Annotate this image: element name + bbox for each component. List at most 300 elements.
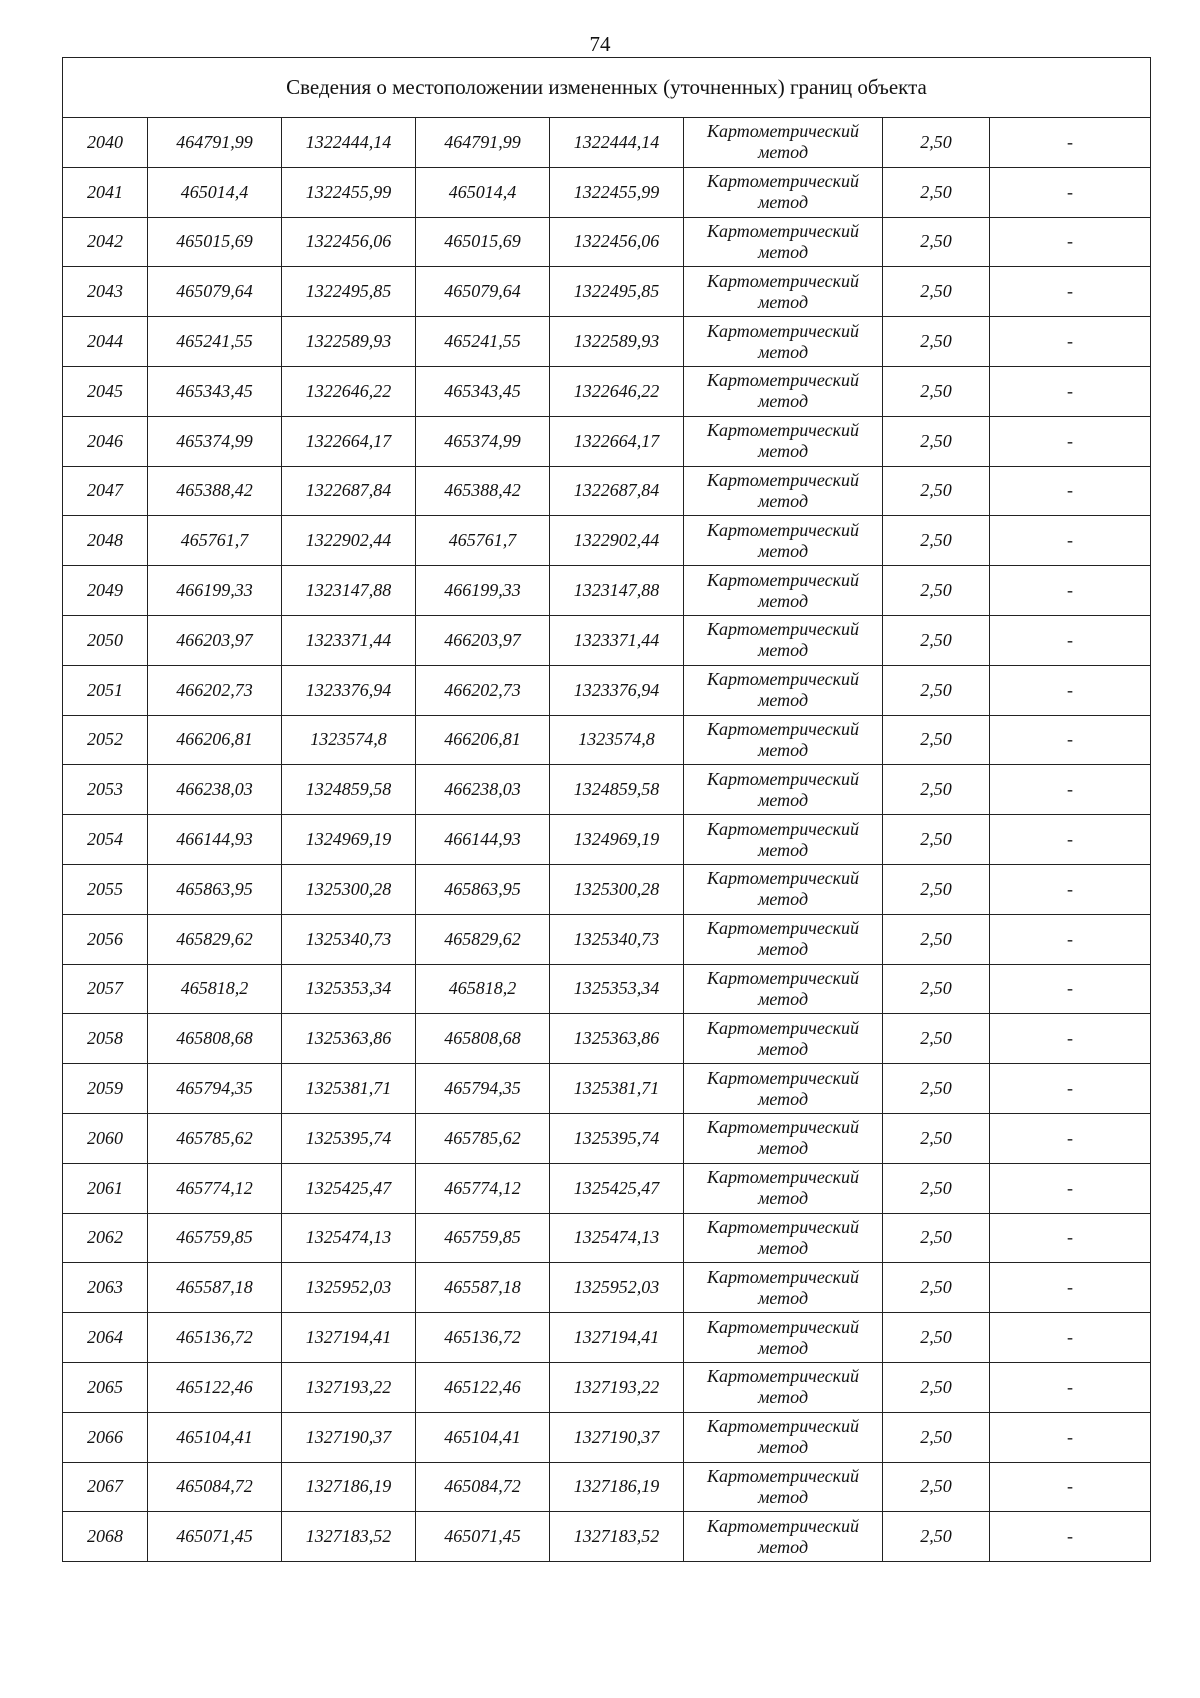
existing-y-cell: 1323574,8 — [282, 715, 416, 765]
refined-x-cell: 465014,4 — [416, 167, 550, 217]
refined-y-cell: 1327183,52 — [550, 1512, 684, 1562]
accuracy-cell: 2,50 — [883, 267, 990, 317]
existing-y-cell: 1322456,06 — [282, 217, 416, 267]
method-cell — [684, 815, 883, 865]
method-text: метод — [757, 1237, 809, 1258]
refined-x-cell: 465015,69 — [416, 217, 550, 267]
point-number-cell: 2045 — [63, 366, 148, 416]
method-text: метод — [757, 590, 809, 611]
note-cell: - — [990, 1163, 1151, 1213]
refined-x-cell: 466144,93 — [416, 815, 550, 865]
refined-x-cell: 465794,35 — [416, 1064, 550, 1114]
method-text: метод — [757, 1188, 809, 1209]
refined-x-cell: 465122,46 — [416, 1362, 550, 1412]
method-text: Картометрический — [706, 1167, 859, 1188]
note-cell: - — [990, 167, 1151, 217]
refined-y-cell: 1323376,94 — [550, 665, 684, 715]
refined-x-cell: 465071,45 — [416, 1512, 550, 1562]
refined-y-cell: 1327194,41 — [550, 1313, 684, 1363]
existing-x-cell: 465122,46 — [148, 1362, 282, 1412]
note-cell: - — [990, 217, 1151, 267]
refined-y-cell: 1322444,14 — [550, 118, 684, 168]
existing-y-cell: 1325353,34 — [282, 964, 416, 1014]
method-text: Картометрический — [706, 1117, 859, 1138]
method-text: Картометрический — [706, 270, 859, 291]
table-row — [63, 267, 1151, 317]
refined-x-cell: 466206,81 — [416, 715, 550, 765]
method-text: Картометрический — [706, 718, 859, 739]
method-text: Картометрический — [706, 1316, 859, 1337]
existing-y-cell: 1322687,84 — [282, 466, 416, 516]
method-text: метод — [757, 1387, 809, 1408]
table-row — [63, 317, 1151, 367]
existing-x-cell: 466238,03 — [148, 765, 282, 815]
method-text: Картометрический — [706, 220, 859, 241]
note-cell: - — [990, 1462, 1151, 1512]
refined-y-cell: 1325381,71 — [550, 1064, 684, 1114]
method-text: Картометрический — [706, 1416, 859, 1437]
method-cell — [684, 615, 883, 665]
note-cell: - — [990, 864, 1151, 914]
method-text: Картометрический — [706, 171, 859, 192]
method-cell — [684, 1412, 883, 1462]
note-cell: - — [990, 267, 1151, 317]
method-text: метод — [757, 241, 809, 262]
existing-y-cell: 1324859,58 — [282, 765, 416, 815]
existing-x-cell: 465808,68 — [148, 1014, 282, 1064]
existing-y-cell: 1322664,17 — [282, 416, 416, 466]
accuracy-cell: 2,50 — [883, 1113, 990, 1163]
method-text: Картометрический — [706, 1465, 859, 1486]
note-cell: - — [990, 1263, 1151, 1313]
existing-y-cell: 1322589,93 — [282, 317, 416, 367]
existing-y-cell: 1322495,85 — [282, 267, 416, 317]
point-number-cell: 2047 — [63, 466, 148, 516]
note-cell: - — [990, 815, 1151, 865]
method-text: Картометрический — [706, 669, 859, 690]
table-row — [63, 615, 1151, 665]
accuracy-cell: 2,50 — [883, 566, 990, 616]
refined-x-cell: 465079,64 — [416, 267, 550, 317]
refined-y-cell: 1322495,85 — [550, 267, 684, 317]
refined-y-cell: 1322455,99 — [550, 167, 684, 217]
note-cell: - — [990, 665, 1151, 715]
refined-y-cell: 1325363,86 — [550, 1014, 684, 1064]
note-cell: - — [990, 615, 1151, 665]
accuracy-cell: 2,50 — [883, 466, 990, 516]
refined-x-cell: 465343,45 — [416, 366, 550, 416]
refined-y-cell: 1325474,13 — [550, 1213, 684, 1263]
accuracy-cell: 2,50 — [883, 815, 990, 865]
refined-x-cell: 465774,12 — [416, 1163, 550, 1213]
existing-y-cell: 1327186,19 — [282, 1462, 416, 1512]
point-number-cell: 2043 — [63, 267, 148, 317]
existing-y-cell: 1325425,47 — [282, 1163, 416, 1213]
existing-y-cell: 1327194,41 — [282, 1313, 416, 1363]
refined-x-cell: 465818,2 — [416, 964, 550, 1014]
existing-y-cell: 1325395,74 — [282, 1113, 416, 1163]
existing-y-cell: 1325340,73 — [282, 914, 416, 964]
existing-x-cell: 465079,64 — [148, 267, 282, 317]
accuracy-cell: 2,50 — [883, 914, 990, 964]
refined-y-cell: 1325395,74 — [550, 1113, 684, 1163]
note-cell: - — [990, 964, 1151, 1014]
table-row — [63, 566, 1151, 616]
note-cell: - — [990, 1064, 1151, 1114]
method-text: метод — [757, 391, 809, 412]
existing-x-cell: 465014,4 — [148, 167, 282, 217]
refined-y-cell: 1323371,44 — [550, 615, 684, 665]
table-row — [63, 1213, 1151, 1263]
method-text: Картометрический — [706, 868, 859, 889]
table-row — [63, 1014, 1151, 1064]
table-row — [63, 167, 1151, 217]
existing-y-cell: 1327193,22 — [282, 1362, 416, 1412]
existing-y-cell: 1325381,71 — [282, 1064, 416, 1114]
existing-y-cell: 1323376,94 — [282, 665, 416, 715]
refined-x-cell: 465863,95 — [416, 864, 550, 914]
method-text: метод — [757, 1437, 809, 1458]
accuracy-cell: 2,50 — [883, 1412, 990, 1462]
point-number-cell: 2067 — [63, 1462, 148, 1512]
method-text: Картометрический — [706, 1266, 859, 1287]
existing-x-cell: 465388,42 — [148, 466, 282, 516]
point-number-cell: 2057 — [63, 964, 148, 1014]
refined-x-cell: 465084,72 — [416, 1462, 550, 1512]
existing-x-cell: 465084,72 — [148, 1462, 282, 1512]
refined-y-cell: 1323574,8 — [550, 715, 684, 765]
note-cell: - — [990, 765, 1151, 815]
refined-x-cell: 465241,55 — [416, 317, 550, 367]
accuracy-cell: 2,50 — [883, 167, 990, 217]
table-row — [63, 1113, 1151, 1163]
refined-y-cell: 1322664,17 — [550, 416, 684, 466]
refined-x-cell: 465808,68 — [416, 1014, 550, 1064]
method-cell — [684, 1512, 883, 1562]
accuracy-cell: 2,50 — [883, 1163, 990, 1213]
method-text: Картометрический — [706, 320, 859, 341]
method-text: метод — [757, 690, 809, 711]
boundary-coordinates-table — [62, 57, 1151, 1562]
method-cell — [684, 516, 883, 566]
point-number-cell: 2046 — [63, 416, 148, 466]
method-cell — [684, 217, 883, 267]
method-text: Картометрический — [706, 519, 859, 540]
method-cell — [684, 864, 883, 914]
method-text: Картометрический — [706, 420, 859, 441]
table-row — [63, 416, 1151, 466]
note-cell: - — [990, 1113, 1151, 1163]
accuracy-cell: 2,50 — [883, 217, 990, 267]
method-cell — [684, 1362, 883, 1412]
method-cell — [684, 317, 883, 367]
existing-x-cell: 465104,41 — [148, 1412, 282, 1462]
note-cell: - — [990, 1412, 1151, 1462]
method-text: Картометрический — [706, 967, 859, 988]
method-text: Картометрический — [706, 818, 859, 839]
method-text: метод — [757, 1337, 809, 1358]
note-cell: - — [990, 317, 1151, 367]
existing-x-cell: 464791,99 — [148, 118, 282, 168]
point-number-cell: 2062 — [63, 1213, 148, 1263]
accuracy-cell: 2,50 — [883, 1462, 990, 1512]
table-row — [63, 1412, 1151, 1462]
refined-y-cell: 1322646,22 — [550, 366, 684, 416]
table-row — [63, 1362, 1151, 1412]
method-cell — [684, 1113, 883, 1163]
point-number-cell: 2053 — [63, 765, 148, 815]
method-text: метод — [757, 839, 809, 860]
accuracy-cell: 2,50 — [883, 1014, 990, 1064]
existing-x-cell: 466199,33 — [148, 566, 282, 616]
method-text: метод — [757, 739, 809, 760]
note-cell: - — [990, 1512, 1151, 1562]
point-number-cell: 2052 — [63, 715, 148, 765]
table-title-row — [63, 58, 1151, 118]
point-number-cell: 2066 — [63, 1412, 148, 1462]
refined-x-cell: 465104,41 — [416, 1412, 550, 1462]
refined-x-cell: 465785,62 — [416, 1113, 550, 1163]
existing-x-cell: 465818,2 — [148, 964, 282, 1014]
existing-y-cell: 1325363,86 — [282, 1014, 416, 1064]
point-number-cell: 2058 — [63, 1014, 148, 1064]
method-text: метод — [757, 441, 809, 462]
method-text: Картометрический — [706, 121, 859, 142]
method-text: метод — [757, 1287, 809, 1308]
existing-x-cell: 465761,7 — [148, 516, 282, 566]
method-text: Картометрический — [706, 1515, 859, 1536]
note-cell: - — [990, 1362, 1151, 1412]
point-number-cell: 2059 — [63, 1064, 148, 1114]
method-text: Картометрический — [706, 1366, 859, 1387]
method-cell — [684, 1064, 883, 1114]
accuracy-cell: 2,50 — [883, 1263, 990, 1313]
accuracy-cell: 2,50 — [883, 1064, 990, 1114]
table-row — [63, 466, 1151, 516]
existing-x-cell: 466144,93 — [148, 815, 282, 865]
method-text: метод — [757, 1536, 809, 1557]
method-text: метод — [757, 291, 809, 312]
refined-x-cell: 465759,85 — [416, 1213, 550, 1263]
refined-y-cell: 1322902,44 — [550, 516, 684, 566]
accuracy-cell: 2,50 — [883, 1213, 990, 1263]
refined-y-cell: 1327193,22 — [550, 1362, 684, 1412]
existing-x-cell: 466203,97 — [148, 615, 282, 665]
method-cell — [684, 267, 883, 317]
refined-x-cell: 465587,18 — [416, 1263, 550, 1313]
method-text: Картометрический — [706, 1216, 859, 1237]
method-cell — [684, 1462, 883, 1512]
point-number-cell: 2040 — [63, 118, 148, 168]
note-cell: - — [990, 416, 1151, 466]
existing-x-cell: 465015,69 — [148, 217, 282, 267]
method-cell — [684, 466, 883, 516]
existing-x-cell: 465136,72 — [148, 1313, 282, 1363]
method-text: метод — [757, 1088, 809, 1109]
note-cell: - — [990, 715, 1151, 765]
method-text: метод — [757, 789, 809, 810]
method-text: метод — [757, 939, 809, 960]
refined-y-cell: 1322456,06 — [550, 217, 684, 267]
method-text: Картометрический — [706, 768, 859, 789]
table-row — [63, 765, 1151, 815]
existing-y-cell: 1322444,14 — [282, 118, 416, 168]
table-row — [63, 815, 1151, 865]
table-row — [63, 864, 1151, 914]
note-cell: - — [990, 1313, 1151, 1363]
accuracy-cell: 2,50 — [883, 864, 990, 914]
refined-y-cell: 1323147,88 — [550, 566, 684, 616]
accuracy-cell: 2,50 — [883, 964, 990, 1014]
existing-x-cell: 465794,35 — [148, 1064, 282, 1114]
existing-x-cell: 465863,95 — [148, 864, 282, 914]
refined-x-cell: 465829,62 — [416, 914, 550, 964]
method-text: метод — [757, 142, 809, 163]
method-text: метод — [757, 490, 809, 511]
refined-y-cell: 1325300,28 — [550, 864, 684, 914]
table-title: Сведения о местоположении измененных (уточненных) границ объекта — [63, 58, 1151, 118]
point-number-cell: 2049 — [63, 566, 148, 616]
method-text: метод — [757, 192, 809, 213]
refined-x-cell: 465761,7 — [416, 516, 550, 566]
method-cell — [684, 118, 883, 168]
point-number-cell: 2064 — [63, 1313, 148, 1363]
refined-x-cell: 466238,03 — [416, 765, 550, 815]
point-number-cell: 2048 — [63, 516, 148, 566]
note-cell: - — [990, 566, 1151, 616]
accuracy-cell: 2,50 — [883, 366, 990, 416]
method-cell — [684, 167, 883, 217]
method-text: метод — [757, 540, 809, 561]
existing-x-cell: 466202,73 — [148, 665, 282, 715]
existing-y-cell: 1327183,52 — [282, 1512, 416, 1562]
method-text: Картометрический — [706, 370, 859, 391]
refined-y-cell: 1325353,34 — [550, 964, 684, 1014]
existing-x-cell: 465829,62 — [148, 914, 282, 964]
refined-y-cell: 1325340,73 — [550, 914, 684, 964]
method-cell — [684, 1163, 883, 1213]
point-number-cell: 2061 — [63, 1163, 148, 1213]
point-number-cell: 2050 — [63, 615, 148, 665]
refined-y-cell: 1325425,47 — [550, 1163, 684, 1213]
method-cell — [684, 964, 883, 1014]
accuracy-cell: 2,50 — [883, 1313, 990, 1363]
method-text: метод — [757, 1138, 809, 1159]
refined-y-cell: 1324859,58 — [550, 765, 684, 815]
point-number-cell: 2065 — [63, 1362, 148, 1412]
accuracy-cell: 2,50 — [883, 615, 990, 665]
existing-y-cell: 1324969,19 — [282, 815, 416, 865]
method-cell — [684, 566, 883, 616]
method-cell — [684, 366, 883, 416]
method-cell — [684, 1313, 883, 1363]
method-text: Картометрический — [706, 619, 859, 640]
refined-x-cell: 466203,97 — [416, 615, 550, 665]
point-number-cell: 2042 — [63, 217, 148, 267]
existing-y-cell: 1323147,88 — [282, 566, 416, 616]
accuracy-cell: 2,50 — [883, 1362, 990, 1412]
method-cell — [684, 914, 883, 964]
method-cell — [684, 665, 883, 715]
table-row — [63, 665, 1151, 715]
point-number-cell: 2051 — [63, 665, 148, 715]
table-row — [63, 914, 1151, 964]
existing-x-cell: 465759,85 — [148, 1213, 282, 1263]
existing-y-cell: 1325952,03 — [282, 1263, 416, 1313]
existing-x-cell: 465374,99 — [148, 416, 282, 466]
point-number-cell: 2055 — [63, 864, 148, 914]
table-row — [63, 1263, 1151, 1313]
existing-y-cell: 1325300,28 — [282, 864, 416, 914]
refined-y-cell: 1322589,93 — [550, 317, 684, 367]
method-cell — [684, 416, 883, 466]
accuracy-cell: 2,50 — [883, 317, 990, 367]
point-number-cell: 2041 — [63, 167, 148, 217]
table-row — [63, 366, 1151, 416]
table-row — [63, 1462, 1151, 1512]
existing-x-cell: 465587,18 — [148, 1263, 282, 1313]
existing-y-cell: 1322646,22 — [282, 366, 416, 416]
method-text: метод — [757, 988, 809, 1009]
accuracy-cell: 2,50 — [883, 765, 990, 815]
table-row — [63, 715, 1151, 765]
refined-y-cell: 1325952,03 — [550, 1263, 684, 1313]
existing-y-cell: 1322455,99 — [282, 167, 416, 217]
method-cell — [684, 1263, 883, 1313]
existing-x-cell: 465241,55 — [148, 317, 282, 367]
method-cell — [684, 1014, 883, 1064]
method-text: метод — [757, 1038, 809, 1059]
accuracy-cell: 2,50 — [883, 416, 990, 466]
table-row — [63, 1313, 1151, 1363]
method-cell — [684, 1213, 883, 1263]
page-number: 74 — [589, 32, 611, 56]
existing-y-cell: 1327190,37 — [282, 1412, 416, 1462]
existing-y-cell: 1325474,13 — [282, 1213, 416, 1263]
accuracy-cell: 2,50 — [883, 516, 990, 566]
refined-y-cell: 1327186,19 — [550, 1462, 684, 1512]
refined-y-cell: 1324969,19 — [550, 815, 684, 865]
existing-x-cell: 465774,12 — [148, 1163, 282, 1213]
accuracy-cell: 2,50 — [883, 715, 990, 765]
accuracy-cell: 2,50 — [883, 118, 990, 168]
existing-y-cell: 1323371,44 — [282, 615, 416, 665]
note-cell: - — [990, 118, 1151, 168]
existing-x-cell: 466206,81 — [148, 715, 282, 765]
accuracy-cell: 2,50 — [883, 665, 990, 715]
existing-x-cell: 465785,62 — [148, 1113, 282, 1163]
method-text: Картометрический — [706, 469, 859, 490]
refined-x-cell: 464791,99 — [416, 118, 550, 168]
table-row — [63, 964, 1151, 1014]
method-text: метод — [757, 640, 809, 661]
note-cell: - — [990, 466, 1151, 516]
table-row — [63, 217, 1151, 267]
table-row — [63, 118, 1151, 168]
method-text: Картометрический — [706, 1067, 859, 1088]
note-cell: - — [990, 366, 1151, 416]
point-number-cell: 2056 — [63, 914, 148, 964]
refined-x-cell: 466199,33 — [416, 566, 550, 616]
note-cell: - — [990, 914, 1151, 964]
refined-x-cell: 465136,72 — [416, 1313, 550, 1363]
point-number-cell: 2044 — [63, 317, 148, 367]
method-text: Картометрический — [706, 569, 859, 590]
table-row — [63, 516, 1151, 566]
existing-x-cell: 465071,45 — [148, 1512, 282, 1562]
refined-x-cell: 465388,42 — [416, 466, 550, 516]
refined-x-cell: 465374,99 — [416, 416, 550, 466]
